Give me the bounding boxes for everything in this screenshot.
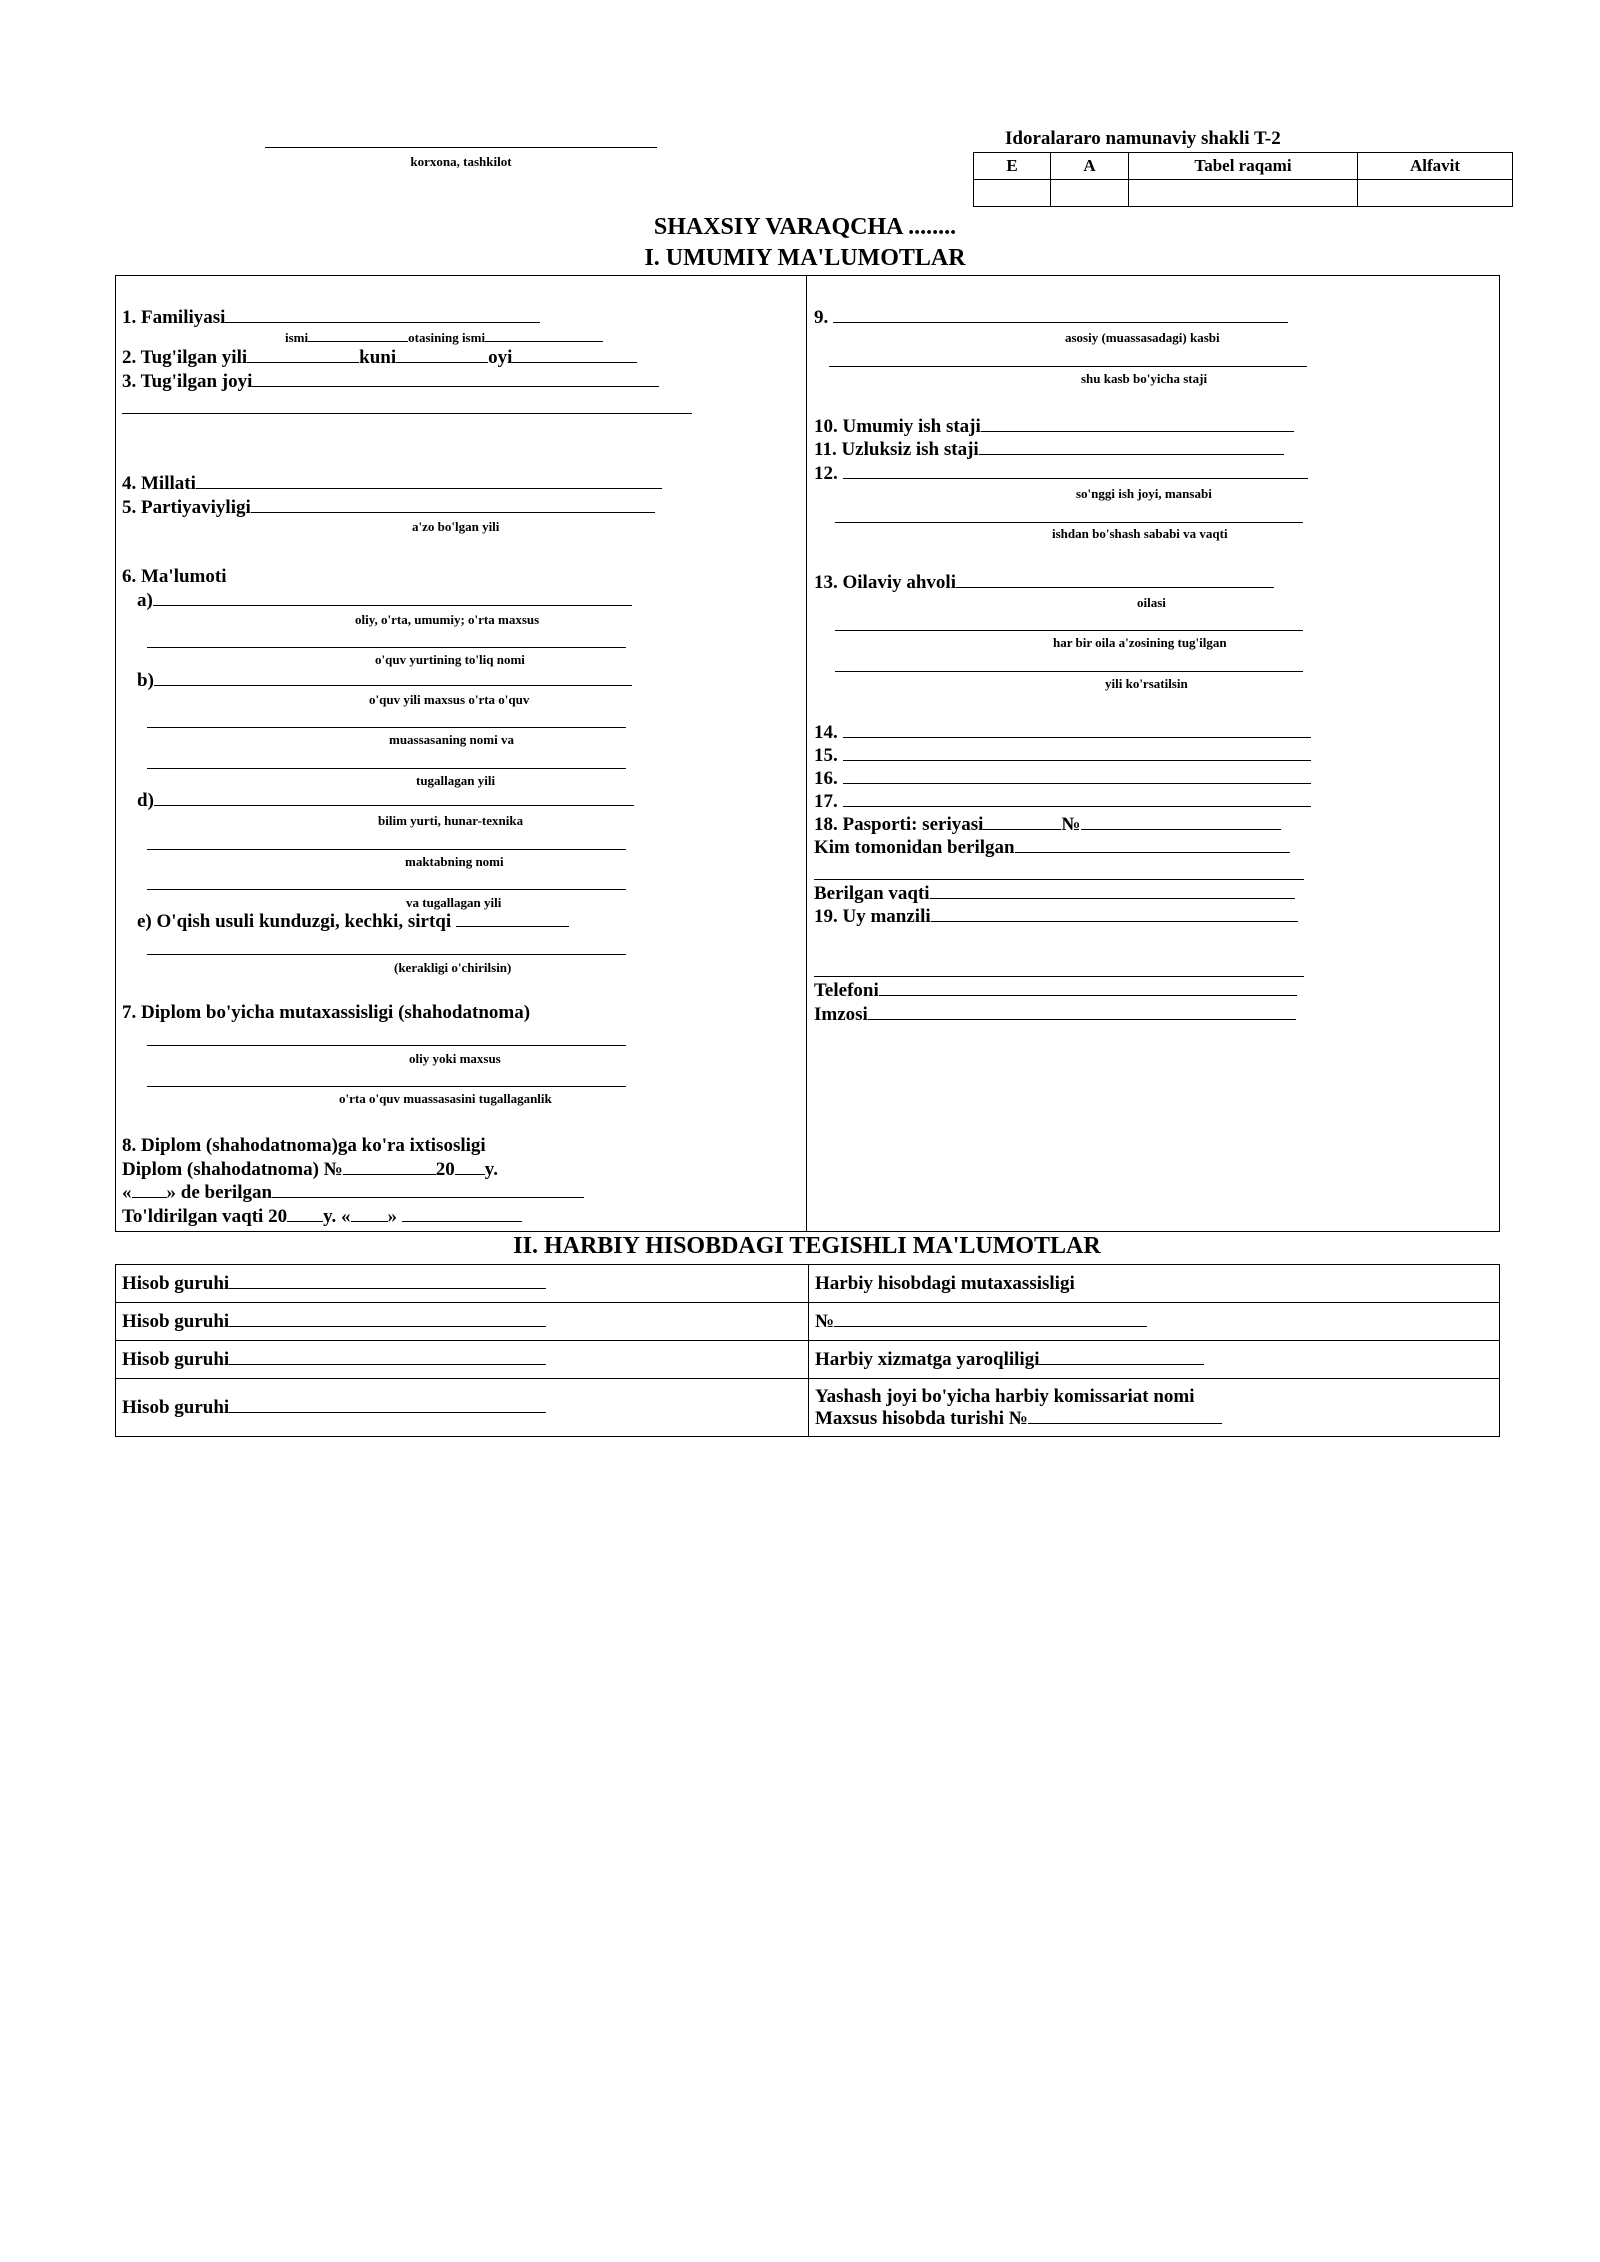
education-d-line3[interactable] xyxy=(147,889,626,890)
address-line2[interactable] xyxy=(814,976,1304,977)
education-d-sub1: bilim yurti, hunar-texnika xyxy=(378,813,524,828)
codes-header-a: A xyxy=(1051,153,1129,180)
education-b-sub1: o'quv yili maxsus o'rta o'quv xyxy=(369,692,530,707)
field-12-sub1: so'nggi ish joyi, mansabi xyxy=(1076,486,1212,501)
marital-sub1: oilasi xyxy=(1137,595,1166,610)
diploma-specialty-sub2: o'rta o'quv muassasasini tugallaganlik xyxy=(339,1091,552,1106)
document-title: SHAXSIY VARAQCHA ........ xyxy=(653,214,957,240)
field-14: 14. xyxy=(814,722,1311,744)
codes-cell-tabel[interactable] xyxy=(1129,180,1358,207)
military-commissariat: Yashash joyi bo'yicha harbiy komissariat nomi Maxsus hisobda turishi № xyxy=(809,1379,1500,1437)
education-a-sub2: o'quv yurtining to'liq nomi xyxy=(375,652,525,667)
field-12-sub2: ishdan bo'shash sababi va vaqti xyxy=(1052,526,1228,541)
education-b-sub2: muassasaning nomi va xyxy=(389,732,514,747)
diploma-specialty-line1[interactable] xyxy=(147,1045,626,1046)
field-9: 9. xyxy=(814,307,1288,329)
education-b-line2[interactable] xyxy=(147,727,626,728)
field-education: 6. Ma'lumoti xyxy=(122,566,227,587)
field-diploma-specialty: 7. Diplom bo'yicha mutaxassisligi (shahodatnoma) xyxy=(122,1002,531,1023)
filled-date: To'ldirilgan vaqti 20 y. « » xyxy=(122,1206,522,1228)
field-12: 12. xyxy=(814,463,1308,485)
education-d-sub2: maktabning nomi xyxy=(405,854,504,869)
education-d: d) xyxy=(137,790,634,812)
field-diploma-qualification: 8. Diplom (shahodatnoma)ga ko'ra ixtisosligi xyxy=(122,1135,486,1156)
field-16: 16. xyxy=(814,768,1311,790)
field-birth-date: 2. Tug'ilgan yili kuni oyi xyxy=(122,347,637,369)
education-e-line2[interactable] xyxy=(147,954,626,955)
education-b: b) xyxy=(137,670,632,692)
section2-title: II. HARBIY HISOBDAGI TEGISHLI MA'LUMOTLAR xyxy=(513,1233,1101,1259)
birth-place-line2[interactable] xyxy=(122,413,692,414)
field-15: 15. xyxy=(814,745,1311,767)
diploma-specialty-sub1: oliy yoki maxsus xyxy=(409,1051,501,1066)
section1-title: I. UMUMIY MA'LUMOTLAR xyxy=(644,245,966,271)
field-birth-place: 3. Tug'ilgan joyi xyxy=(122,371,659,393)
field-nationality: 4. Millati xyxy=(122,473,662,495)
surname-sub: ismi otasining ismi xyxy=(285,330,603,346)
diploma-issued: « » de berilgan xyxy=(122,1182,584,1204)
field-passport: 18. Pasporti: seriyasi № xyxy=(814,814,1281,836)
marital-line3[interactable] xyxy=(835,671,1303,672)
org-name-line[interactable] xyxy=(265,147,657,148)
military-group-1: Hisob guruhi xyxy=(116,1265,809,1303)
military-fitness: Harbiy xizmatga yaroqliligi xyxy=(809,1341,1500,1379)
military-group-2: Hisob guruhi xyxy=(116,1303,809,1341)
military-group-4: Hisob guruhi xyxy=(116,1379,809,1437)
codes-cell-a[interactable] xyxy=(1051,180,1129,207)
education-d-line2[interactable] xyxy=(147,849,626,850)
military-specialty: Harbiy hisobdagi mutaxassisligi xyxy=(809,1265,1500,1303)
field-marital-status: 13. Oilaviy ahvoli xyxy=(814,572,1274,594)
field-issued-by: Kim tomonidan berilgan xyxy=(814,837,1290,859)
issued-by-line2[interactable] xyxy=(814,879,1304,880)
field-phone: Telefoni xyxy=(814,980,1297,1002)
marital-sub3: yili ko'rsatilsin xyxy=(1105,676,1188,691)
field-issued-date: Berilgan vaqti xyxy=(814,883,1295,905)
codes-table xyxy=(973,152,1513,207)
education-b-line3[interactable] xyxy=(147,768,626,769)
education-e-sub: (kerakligi o'chirilsin) xyxy=(394,960,512,975)
education-e: e) O'qish usuli kunduzgi, kechki, sirtqi xyxy=(137,911,569,933)
field-total-experience: 10. Umumiy ish staji xyxy=(814,416,1294,438)
field-party: 5. Partiyaviyligi xyxy=(122,497,655,519)
field-9-line2[interactable] xyxy=(829,366,1307,367)
field-9-sub1: asosiy (muassasadagi) kasbi xyxy=(1065,330,1220,345)
codes-cell-e[interactable] xyxy=(974,180,1051,207)
education-b-sub3: tugallagan yili xyxy=(416,773,496,788)
codes-header-tabel: Tabel raqami xyxy=(1129,153,1358,180)
military-number: № xyxy=(809,1303,1500,1341)
field-9-sub2: shu kasb bo'yicha staji xyxy=(1081,371,1208,386)
form-name: Idoralararo namunaviy shakli T-2 xyxy=(1005,128,1281,149)
education-d-sub3: va tugallagan yili xyxy=(406,895,502,910)
field-signature: Imzosi xyxy=(814,1004,1296,1026)
diploma-number: Diplom (shahodatnoma) № 20 y. xyxy=(122,1159,498,1180)
field-continuous-experience: 11. Uzluksiz ish staji xyxy=(814,439,1284,461)
education-a-sub1: oliy, o'rta, umumiy; o'rta maxsus xyxy=(355,612,540,627)
field-address: 19. Uy manzili xyxy=(814,906,1298,928)
military-table xyxy=(115,1264,1500,1437)
party-sub: a'zo bo'lgan yili xyxy=(412,519,500,534)
marital-line2[interactable] xyxy=(835,630,1303,631)
diploma-specialty-line2[interactable] xyxy=(147,1086,626,1087)
education-a: a) xyxy=(137,590,632,612)
field-17: 17. xyxy=(814,791,1311,813)
field-12-line2[interactable] xyxy=(835,522,1303,523)
codes-cell-alfavit[interactable] xyxy=(1358,180,1513,207)
org-caption: korxona, tashkilot xyxy=(410,154,512,169)
marital-sub2: har bir oila a'zosining tug'ilgan xyxy=(1053,635,1227,650)
field-surname: 1. Familiyasi xyxy=(122,307,540,329)
section1-divider xyxy=(806,275,807,1232)
education-a-line2[interactable] xyxy=(147,647,626,648)
codes-header-alfavit: Alfavit xyxy=(1358,153,1513,180)
codes-header-e: E xyxy=(974,153,1051,180)
surname-line[interactable] xyxy=(225,307,540,323)
military-group-3: Hisob guruhi xyxy=(116,1341,809,1379)
